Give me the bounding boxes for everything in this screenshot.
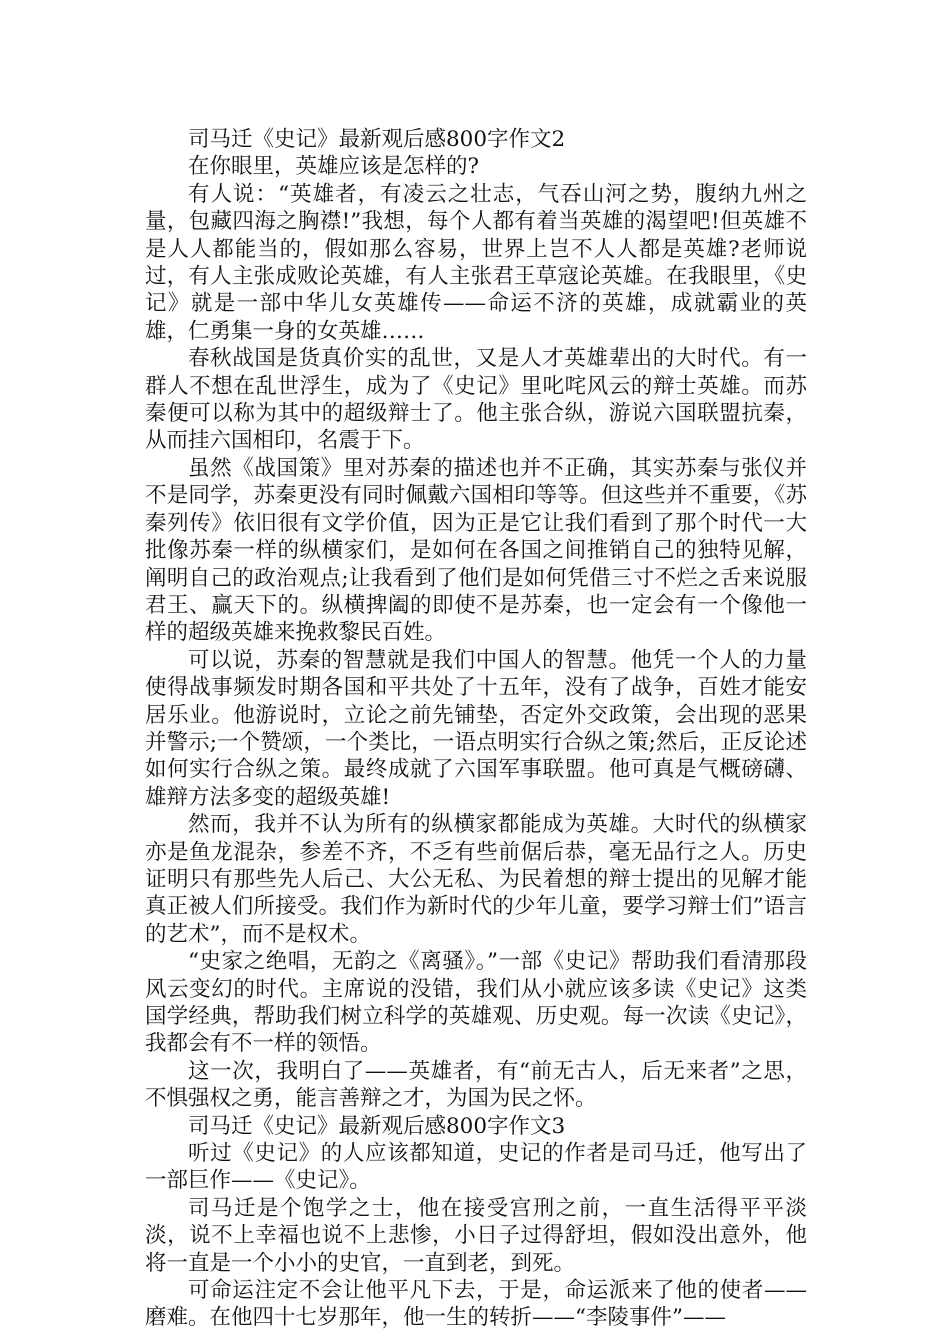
paragraph: 春秋战国是货真价实的乱世，又是人才英雄辈出的大时代。有一群人不想在乱世浮生，成为了《史记》里叱咤风云的辩士英雄。而苏秦便可以称为其中的超级辩士了。他主张合纵，游说六国联盟抗秦，从而挂六国相印，名震于下。 (145, 346, 807, 454)
paragraph: 司马迁是个饱学之士，他在接受宫刑之前，一直生活得平平淡淡，说不上幸福也说不上悲惨，小日子过得舒坦，假如没出意外，他将一直是一个小小的史官，一直到老，到死。 (145, 1195, 807, 1276)
paragraph: 可以说，苏秦的智慧就是我们中国人的智慧。他凭一个人的力量使得战事频发时期各国和平共处了十五年，没有了战争，百姓才能安居乐业。他游说时，立论之前先铺垫，否定外交政策，会出现的恶果并警示;一个赞颂，一个类比，一语点明实行合纵之策;然后，正反论述如何实行合纵之策。最终成就了六国军事联盟。他可真是气概磅礴、雄辩方法多变的超级英雄! (145, 647, 807, 810)
section-heading-2: 司马迁《史记》最新观后感800字作文2 (188, 127, 566, 152)
document-page (145, 126, 807, 1332)
paragraph: 有人说：“英雄者，有凌云之壮志，气吞山河之势，腹纳九州之量，包藏四海之胸襟!”我想，每个人都有着当英雄的渴望吧!但英雄不是人人都能当的，假如那么容易，世界上岂不人人都是英雄?老师说过，有人主张成败论英雄，有人主张君王草寇论英雄。在我眼里，《史记》就是一部中华儿女英雄传——命运不济的英雄，成就霸业的英雄，仁勇集一身的女英雄…… (145, 181, 807, 344)
paragraph: “史家之绝唱，无韵之《离骚》。”一部《史记》帮助我们看清那段风云变幻的时代。主席说的没错，我们从小就应该多读《史记》这类国学经典，帮助我们树立科学的英雄观、历史观。每一次读《史记》，我都会有不一样的领悟。 (145, 949, 807, 1057)
paragraph: 听过《史记》的人应该都知道，史记的作者是司马迁，他写出了一部巨作——《史记》。 (145, 1141, 807, 1194)
paragraph: 可命运注定不会让他平凡下去，于是，命运派来了他的使者——磨难。在他四十七岁那年，他一生的转折——“李陵事件”—— (145, 1278, 807, 1331)
paragraph: 这一次，我明白了——英雄者，有“前无古人，后无来者”之思，不惧强权之勇，能言善辩之才，为国为民之怀。 (145, 1058, 807, 1112)
paragraph: 然而，我并不认为所有的纵横家都能成为英雄。大时代的纵横家亦是鱼龙混杂，参差不齐，不乏有些前倨后恭，毫无品行之人。历史证明只有那些先人后己、大公无私、为民着想的辩士提出的见解才能真正被人们所接受。我们作为新时代的少年儿童，要学习辩士们”语言的艺术”，而不是权术。 (145, 812, 807, 947)
section-heading-3: 司马迁《史记》最新观后感800字作文3 (188, 1113, 566, 1139)
paragraph: 虽然《战国策》里对苏秦的描述也并不正确，其实苏秦与张仪并不是同学，苏秦更没有同时佩戴六国相印等等。但这些并不重要，《苏秦列传》依旧很有文学价值，因为正是它让我们看到了那个时代一大批像苏秦一样的纵横家们，是如何在各国之间推销自己的独特见解，阐明自己的政治观点;让我看到了他们是如何凭借三寸不烂之舌来说服君王、赢天下的。纵横捭阖的即使不是苏秦，也一定会有一个像他一样的超级英雄来挽救黎民百姓。 (145, 455, 807, 646)
paragraph: 在你眼里，英雄应该是怎样的? (188, 154, 480, 180)
